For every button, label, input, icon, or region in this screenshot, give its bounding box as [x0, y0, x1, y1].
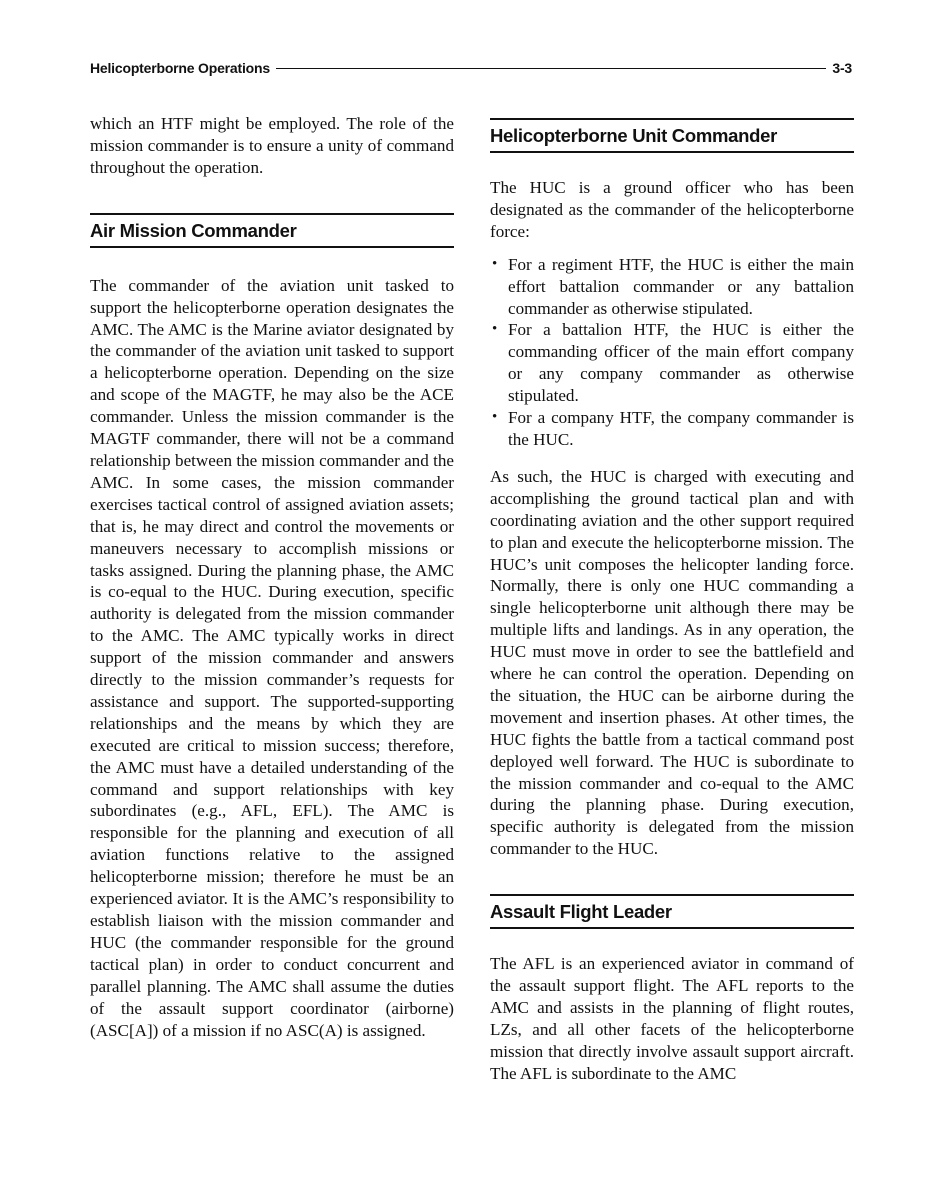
section-heading-assault-flight-leader: Assault Flight Leader — [490, 894, 854, 929]
left-column — [90, 113, 454, 1041]
huc-paragraph: As such, the HUC is charged with executing and accomplishing the ground tactical plan and with coordinating aviation and the other support required to plan and execute the helicopterborne mission. The HUC’s unit composes the helicopter landing force. Normally, there is only one HUC commanding a single helicopterborne unit although there may be multiple lifts and landings. As in any operation, the HUC must move in order to see the battlefield and where he can control the operation. Depending on the situation, the HUC can be airborne during the movement and insertion phases. At other times, the HUC fights the battle from a tactical command post deployed well forward. The HUC is subordinate to the mission commander and co-equal to the AMC during the planning phase. During execution, specific authority is delegated from the mission commander to the HUC. — [490, 466, 854, 859]
afl-paragraph: The AFL is an experienced aviator in command of the assault support flight. The AFL reports to the AMC and assists in the planning of flight routes, LZs, and all other facets of the helicopterborne mission that directly involve assault support aircraft. The AFL is subordinate to the AMC — [490, 954, 854, 1083]
section-heading-air-mission-commander: Air Mission Commander — [90, 213, 454, 248]
huc-intro-paragraph: The HUC is a ground officer who has been designated as the commander of the helicopterborne force: — [490, 178, 854, 241]
intro-paragraph: which an HTF might be employed. The role of the mission commander is to ensure a unity of command throughout the operation. — [90, 114, 454, 177]
right-column — [490, 113, 854, 1085]
list-item-text: For a battalion HTF, the HUC is either the commanding officer of the main effort company or any company commander as otherwise stipulated. — [508, 320, 854, 406]
bullet-icon: • — [492, 409, 498, 426]
page-number: 3-3 — [832, 60, 852, 76]
list-item — [490, 254, 854, 320]
bullet-icon: • — [492, 255, 498, 272]
section-heading-helicopterborne-unit-commander: Helicopterborne Unit Commander — [490, 118, 854, 153]
running-header — [90, 58, 852, 78]
list-item — [490, 407, 854, 451]
list-item-text: For a company HTF, the company commander is the HUC. — [508, 408, 854, 449]
running-header-title: Helicopterborne Operations — [90, 60, 270, 76]
list-item — [490, 319, 854, 407]
huc-bullet-list — [490, 254, 854, 451]
header-rule — [276, 68, 826, 69]
bullet-icon: • — [492, 321, 498, 338]
list-item-text: For a regiment HTF, the HUC is either the main effort battalion commander or any battalion commander as otherwise stipulated. — [508, 254, 854, 318]
amc-paragraph: The commander of the aviation unit tasked to support the helicopterborne operation designates the AMC. The AMC is the Marine aviator designated by the commander of the aviation unit tasked to support a helicopterborne operation. Depending on the size and scope of the MAGTF, he may also be the ACE commander. Unless the mission commander is the MAGTF commander, there will not be a command relationship between the mission commander and the AMC. In some cases, the mission commander exercises tactical control of assigned aviation assets; that is, he may direct and control the movements or maneuvers necessary to accomplish missions or tasks assigned. During the planning phase, the AMC is co-equal to the HUC. During execution, specific authority is delegated from the mission commander to the AMC. The AMC typically works in direct support of the mission commander and answers directly to the mission commander’s requests for assistance and support. The supported-supporting relationships and the means by which they are executed are critical to mission success; therefore, the AMC must have a detailed understanding of the command and support relationships with key subordinates (e.g., AFL, EFL). The AMC is responsible for the planning and execution of all aviation functions relative to the assigned helicopterborne mission; therefore he must be an experienced aviator. It is the AMC’s responsibility to establish liaison with the mission commander and HUC (the commander responsible for the ground tactical plan) in order to conduct concurrent and parallel planning. The AMC shall assume the duties of the assault support coordinator (airborne) (ASC[A]) of a mission if no ASC(A) is assigned. — [90, 275, 454, 1040]
